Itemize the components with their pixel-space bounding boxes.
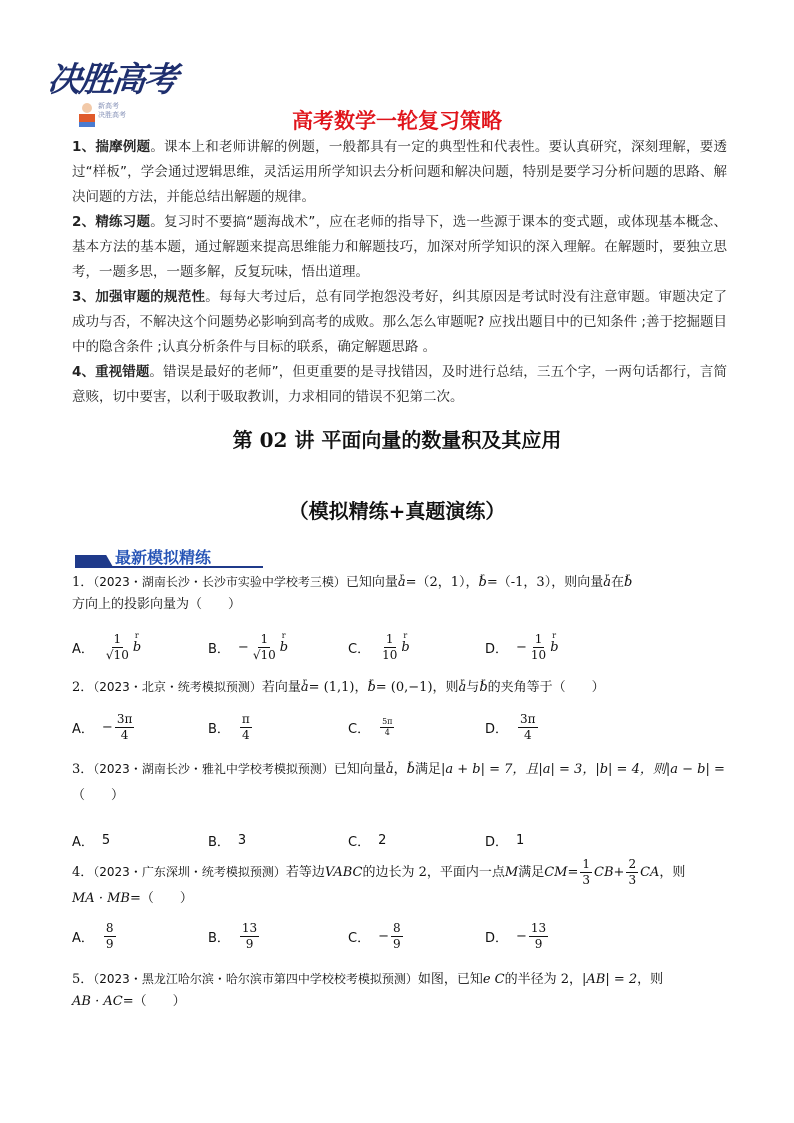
document-title: 高考数学一轮复习策略 [292, 109, 502, 133]
logo-subtext: 新高考 决胜高考 [98, 102, 126, 119]
option-d[interactable]: D． − $\frac{13}{9}$ [485, 920, 547, 951]
question-3-options [72, 820, 732, 860]
option-c[interactable]: C． 2 [348, 832, 387, 850]
logo-text: 决胜高考 [45, 60, 178, 100]
question-2-options [72, 707, 732, 747]
question-1 [72, 571, 732, 616]
option-b[interactable]: B． $\frac{\pi}{4}$ [208, 711, 250, 742]
option-a[interactable]: A． − $\frac{3\pi}{4}$ [72, 711, 133, 742]
question-4-line-1: 4．（2023・广东深圳・统考模拟预测）若等边VABC的边长为 2，平面内一点M满足CM= $\frac{1}{3}$ CB+ $\frac{2}{3}$ CA，则 [72, 857, 686, 887]
option-c[interactable]: C． $\frac{1}{10}$ r b [348, 627, 410, 667]
question-1-line-2: 方向上的投影向量为（ ） [72, 597, 242, 612]
option-c[interactable]: C． $\frac{5\pi}{4}$ [348, 716, 393, 737]
question-2: 2．（2023・北京・统考模拟预测）若向量r a= (1,1)，r b= (0,−1)，则r a与r b的夹角等于（ ） [72, 676, 732, 699]
option-b[interactable]: B． − $\frac{1}{√10}$ r b [208, 627, 288, 667]
tip-item: 1、揣摩例题。课本上和老师讲解的例题，一般都具有一定的典型性和代表性。要认真研究，深刻理解，要透过“样板”，学会通过逻辑思维，灵活运用所学知识去分析问题和解决问题，特别是要学习分析问题的思路、解决问题的方法，并能总结出解题的规律。 [72, 139, 727, 205]
question-5-line-1: 5．（2023・黑龙江哈尔滨・哈尔滨市第四中学校校考模拟预测）如图，已知e C的半径为 2，|AB| = 2，则 [72, 972, 664, 987]
option-a[interactable]: A． 5 [72, 832, 111, 850]
question-3-line-1: 3．（2023・湖南长沙・雅礼中学校考模拟预测）已知向量r a，r b满足|a + b| = 7，且|a| = 3，|b| = 4，则|a − b| = [72, 758, 732, 781]
question-4 [72, 857, 732, 910]
option-b[interactable]: B． 3 [208, 832, 247, 850]
option-a[interactable]: A． $\frac{8}{9}$ [72, 920, 114, 951]
option-d[interactable]: D． 1 [485, 832, 525, 850]
question-4-options [72, 916, 732, 956]
option-c[interactable]: C． − $\frac{8}{9}$ [348, 920, 401, 951]
lesson-subtitle: （模拟精练+真题演练） [288, 499, 506, 523]
tip-item: 3、加强审题的规范性。每每大考过后，总有同学抱怨没考好，纠其原因是考试时没有注意审题。审题决定了成功与否，不解决这个问题势必影响到高考的成败。那么怎么审题呢? 应找出题目中的已知条件 ;善于挖掘题目中的隐含条件 ;认真分析条件与目标的联系，确定解题思路 。 [72, 289, 727, 355]
option-a[interactable]: A． $\frac{1}{√10}$ r b [72, 627, 141, 667]
lesson-title: 第 02 讲 平面向量的数量积及其应用 [232, 428, 562, 452]
question-3 [72, 758, 732, 807]
question-5 [72, 968, 732, 1013]
question-4-line-2: MA · MB=（ ） [72, 891, 193, 906]
question-1-line-1: 1．（2023・湖南长沙・长沙市实验中学校考三模）已知向量r a=（2，1），r b=（-1，3），则向量r a在r b [72, 571, 732, 594]
section-label: 最新模拟精练 [115, 548, 212, 567]
question-1-options [72, 627, 732, 667]
strategy-tips [72, 135, 727, 410]
tip-item: 4、重视错题。错误是最好的老师”，但更重要的是寻找错因，及时进行总结，三五个字，一两句话都行，言简意赅，切中要害，以利于吸取教训，力求相同的错误不犯第二次。 [72, 364, 727, 405]
option-d[interactable]: D． − $\frac{1}{10}$ r b [485, 627, 559, 667]
option-d[interactable]: D． $\frac{3\pi}{4}$ [485, 711, 536, 742]
option-b[interactable]: B． $\frac{13}{9}$ [208, 920, 258, 951]
section-header [75, 545, 275, 567]
tip-item: 2、精练习题。复习时不要搞“题海战术”，应在老师的指导下，选一些源于课本的变式题，或体现基本概念、基本方法的基本题，通过解题来提高思维能力和解题技巧，加深对所学知识的深入理解。在解题时，要独立思考，一题多思，一题多解，反复玩味，悟出道理。 [72, 214, 727, 280]
question-3-line-2: （ ） [72, 788, 125, 803]
question-5-line-2: AB · AC=（ ） [72, 994, 186, 1009]
